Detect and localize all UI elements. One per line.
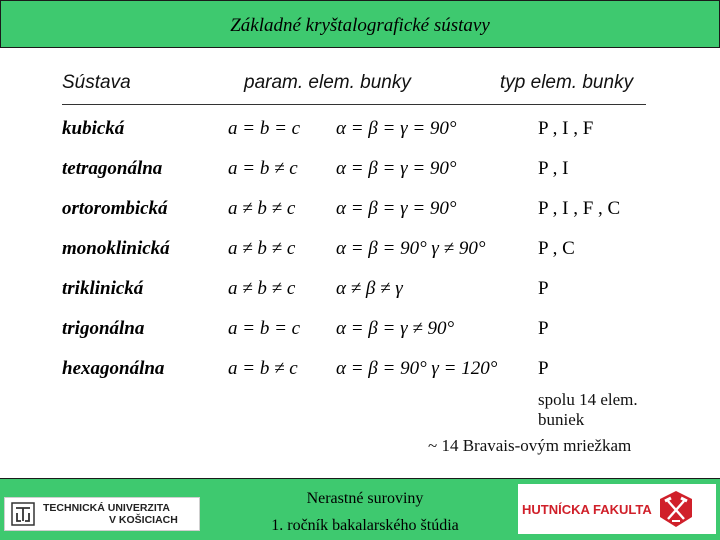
row-angles: α = β = 90° γ ≠ 90° bbox=[336, 238, 486, 259]
tuke-logo bbox=[4, 497, 200, 531]
row-angles: α = β = γ = 90° bbox=[336, 158, 457, 179]
header-type: typ elem. bunky bbox=[500, 72, 634, 93]
row-types: P , I , F bbox=[538, 118, 594, 139]
tuke-line-1: TECHNICKÁ UNIVERZITA bbox=[43, 502, 170, 514]
tuke-line-2: V KOŠICIACH bbox=[109, 514, 178, 526]
header-divider bbox=[62, 104, 646, 105]
tuke-emblem-icon bbox=[11, 502, 35, 526]
slide-title: Základné kryštalografické sústavy bbox=[230, 15, 490, 36]
footer-course-info bbox=[250, 489, 480, 537]
faculty-name: HUTNÍCKA FAKULTA bbox=[522, 501, 652, 517]
row-types: P , I bbox=[538, 158, 569, 179]
row-system-name: tetragonálna bbox=[62, 158, 163, 179]
row-params: a = b ≠ c bbox=[228, 158, 298, 179]
row-params: a ≠ b ≠ c bbox=[228, 238, 296, 259]
row-angles: α = β = γ = 90° bbox=[336, 118, 457, 139]
note-line-2: buniek bbox=[538, 410, 585, 429]
row-types: P , C bbox=[538, 238, 575, 259]
row-system-name: hexagonálna bbox=[62, 358, 165, 379]
faculty-logo bbox=[518, 484, 716, 534]
row-params: a ≠ b ≠ c bbox=[228, 278, 296, 299]
row-types: P bbox=[538, 318, 549, 339]
row-angles: α ≠ β ≠ γ bbox=[336, 278, 403, 299]
row-types: P , I , F , C bbox=[538, 198, 621, 219]
row-types: P bbox=[538, 358, 549, 379]
row-system-name: triklinická bbox=[62, 278, 144, 299]
row-params: a = b = c bbox=[228, 118, 301, 139]
row-system-name: monoklinická bbox=[62, 238, 170, 259]
row-angles: α = β = 90° γ = 120° bbox=[336, 358, 498, 379]
note-line-1: spolu 14 elem. bbox=[538, 390, 638, 409]
summary-note bbox=[538, 390, 638, 430]
row-params: a ≠ b ≠ c bbox=[228, 198, 296, 219]
row-params: a = b ≠ c bbox=[228, 358, 298, 379]
header-system: Sústava bbox=[62, 72, 131, 93]
tuke-wordmark bbox=[43, 502, 178, 526]
course-level: 1. ročník bakalarského štúdia bbox=[271, 517, 459, 534]
course-name: Nerastné suroviny bbox=[306, 490, 424, 507]
row-angles: α = β = γ = 90° bbox=[336, 198, 457, 219]
row-system-name: trigonálna bbox=[62, 318, 145, 339]
row-params: a = b = c bbox=[228, 318, 301, 339]
row-angles: α = β = γ ≠ 90° bbox=[336, 318, 455, 339]
row-system-name: kubická bbox=[62, 118, 125, 139]
bravais-note: ~ 14 Bravais-ovým mriežkam bbox=[428, 436, 632, 455]
hammer-pick-emblem-icon bbox=[658, 489, 694, 529]
header-params: param. elem. bunky bbox=[244, 72, 411, 93]
row-types: P bbox=[538, 278, 549, 299]
row-system-name: ortorombická bbox=[62, 198, 168, 219]
